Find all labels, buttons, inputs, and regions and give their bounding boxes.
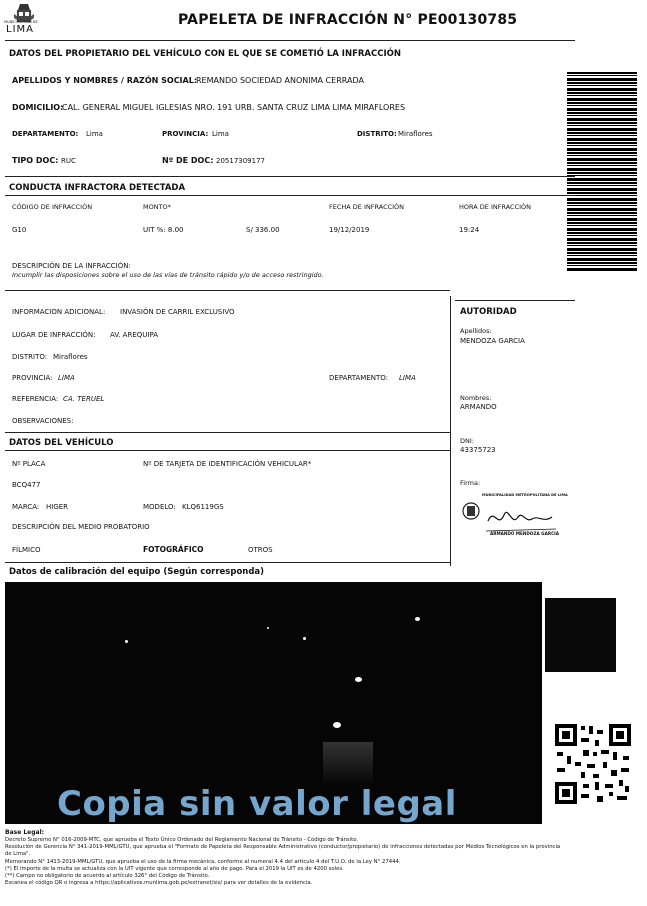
evidence-photo: FOTOGRÁFICO	[143, 545, 204, 554]
qr-code[interactable]	[553, 722, 633, 806]
plate-value: BCQ477	[12, 481, 41, 489]
authority-surnames-value: MENDOZA GARCIA	[460, 337, 525, 345]
logo-subtext: MUNICIPALIDAD DE	[4, 20, 38, 24]
brand-label: MARCA:	[12, 503, 40, 511]
reference-label: REFERENCIA:	[12, 395, 59, 403]
vehicle-section-title: DATOS DEL VEHÍCULO	[9, 438, 114, 448]
light-point	[125, 640, 128, 643]
divider	[5, 176, 575, 177]
legal-line: Resolución de Gerencia N° 341-2019-MML/GTU, que aprueba el "Formato de Papeleta del Responsable Administrativo (conductor/propietario) de infracciones detectadas por Medios Tecnológicos en la provincia	[5, 844, 561, 850]
owner-docnum-value: 20517309177	[216, 157, 265, 165]
light-point	[303, 637, 306, 640]
authority-section-title: AUTORIDAD	[460, 307, 517, 317]
date-label: FECHA DE INFRACCIÓN	[329, 203, 405, 211]
evidence-photo-thumbnail	[545, 598, 616, 672]
divider	[5, 290, 450, 291]
description-label: DESCRIPCIÓN DE LA INFRACCIÓN:	[12, 262, 131, 270]
owner-prov-label: PROVINCIA:	[162, 130, 209, 138]
authority-dni-label: DNI:	[460, 437, 474, 445]
district-value: Miraflores	[53, 353, 88, 361]
owner-address-label: DOMICILIO:	[12, 103, 64, 112]
authority-surnames-label: Apellidos:	[460, 327, 492, 335]
infraction-code-label: CÓDIGO DE INFRACCIÓN	[12, 203, 93, 211]
owner-dept-label: DEPARTAMENTO:	[12, 130, 79, 138]
plate-label: Nº PLACA	[12, 460, 46, 468]
evidence-film: FÍLMICO	[12, 546, 41, 554]
infraction-code-value: G10	[12, 226, 27, 234]
divider	[5, 40, 575, 41]
signature-stamp	[460, 493, 572, 543]
divider	[455, 300, 575, 301]
signature-label: Firma:	[460, 479, 481, 487]
divider	[5, 562, 450, 563]
vehicle-silhouette	[323, 742, 373, 782]
light-point	[267, 627, 269, 629]
date-value: 19/12/2019	[329, 226, 370, 234]
authority-dni-value: 43375723	[460, 446, 496, 454]
card-label: Nº DE TARJETA DE IDENTIFICACIÓN VEHICULAR*	[143, 460, 312, 468]
district-label: DISTRITO:	[12, 353, 48, 361]
evidence-other: OTROS	[248, 546, 273, 554]
evidence-label: DESCRIPCIÓN DEL MEDIO PROBATORIO	[12, 523, 150, 531]
legal-line: de Lima".	[5, 851, 31, 857]
page-title: PAPELETA DE INFRACCIÓN N° PE00130785	[178, 12, 518, 28]
owner-doctype-label: TIPO DOC:	[12, 156, 59, 165]
legal-line: (**) Campo no obligatorio de acuerdo al artículo 326° del Código de Tránsito.	[5, 873, 210, 879]
authority-names-value: ARMANDO	[460, 403, 497, 411]
owner-prov-value: Lima	[212, 130, 229, 138]
barcode	[567, 72, 637, 272]
light-point	[415, 617, 420, 621]
headlight	[355, 677, 362, 682]
place-label: LUGAR DE INFRACCIÓN:	[12, 331, 96, 339]
legal-line: Memorando N° 1413-2019-MML/GTU, que aprueba el uso de la firma mecánica, conforme al numeral 4.4 del artículo 4 del T.U.O. de la Ley N° 27444.	[5, 859, 401, 865]
headlight	[333, 722, 341, 728]
owner-dist-value: Miraflores	[398, 130, 433, 138]
amount-label: MONTO*	[143, 203, 171, 211]
stamp-name: ARMANDO MENDOZA GARCIA	[490, 531, 559, 536]
owner-address-value: CAL. GENERAL MIGUEL IGLESIAS NRO. 191 URB. SANTA CRUZ LIMA LIMA MIRAFLORES	[62, 103, 406, 112]
legal-line: Escanea el código QR o ingresa a https://aplicativos.munlima.gob.pe/extranet/sis/ para ver detalles de la evidencia.	[5, 880, 313, 886]
department-label: DEPARTAMENTO:	[329, 374, 388, 382]
province-label: PROVINCIA:	[12, 374, 53, 382]
info-label: INFORMACION ADICIONAL:	[12, 308, 106, 316]
owner-doctype-value: RUC	[61, 157, 76, 165]
department-value: LIMA	[399, 374, 416, 382]
owner-dept-value: Lima	[86, 130, 103, 138]
description-value: Incumplir las disposiciones sobre el uso de las vías de tránsito rápido y/o de acceso restringido.	[12, 271, 324, 279]
province-value: LIMA	[58, 374, 75, 382]
legal-title: Base Legal:	[5, 829, 45, 836]
time-label: HORA DE INFRACCIÓN	[459, 203, 532, 211]
model-value: KLQ6119GS	[182, 503, 224, 511]
place-value: AV. AREQUIPA	[110, 331, 159, 339]
logo-text: LIMA	[6, 24, 34, 35]
amount-value: S/ 336.00	[246, 226, 280, 234]
uit-value: UIT %: 8.00	[143, 226, 184, 234]
divider	[5, 432, 450, 433]
reference-value: CA. TERUEL	[63, 395, 105, 403]
divider	[450, 296, 451, 566]
owner-name-label: APELLIDOS Y NOMBRES / RAZÓN SOCIAL:	[12, 76, 198, 85]
legal-line: (*) El importe de la multa se actualiza con la UIT vigente que corresponde al año de pago. Para el 2019 la UIT es de 4200 soles.	[5, 866, 344, 872]
conduct-section-title: CONDUCTA INFRACTORA DETECTADA	[9, 183, 186, 193]
owner-section-title: DATOS DEL PROPIETARIO DEL VEHÍCULO CON EL QUE SE COMETIÓ LA INFRACCIÓN	[9, 49, 401, 59]
owner-name-value: REMANDO SOCIEDAD ANONIMA CERRADA	[196, 76, 364, 85]
calibration-title: Datos de calibración del equipo (Según corresponda)	[9, 567, 265, 577]
watermark: Copia sin valor legal	[57, 784, 457, 824]
info-value: INVASIÓN DE CARRIL EXCLUSIVO	[120, 308, 235, 316]
time-value: 19:24	[459, 226, 480, 234]
model-label: MODELO:	[143, 503, 176, 511]
brand-value: HIGER	[46, 503, 69, 511]
legal-line: Decreto Supremo N° 016-2009-MTC, que aprueba el Texto Único Ordenado del Reglamento Nacional de Tránsito - Código de Tránsito.	[5, 837, 359, 843]
authority-names-label: Nombres:	[460, 394, 492, 402]
owner-dist-label: DISTRITO:	[357, 130, 397, 138]
stamp-text: MUNICIPALIDAD METROPOLITANA DE LIMA	[482, 493, 568, 497]
divider	[5, 195, 575, 196]
observations-label: OBSERVACIONES:	[12, 417, 74, 425]
divider	[5, 450, 450, 451]
owner-docnum-label: Nº DE DOC:	[162, 156, 214, 165]
